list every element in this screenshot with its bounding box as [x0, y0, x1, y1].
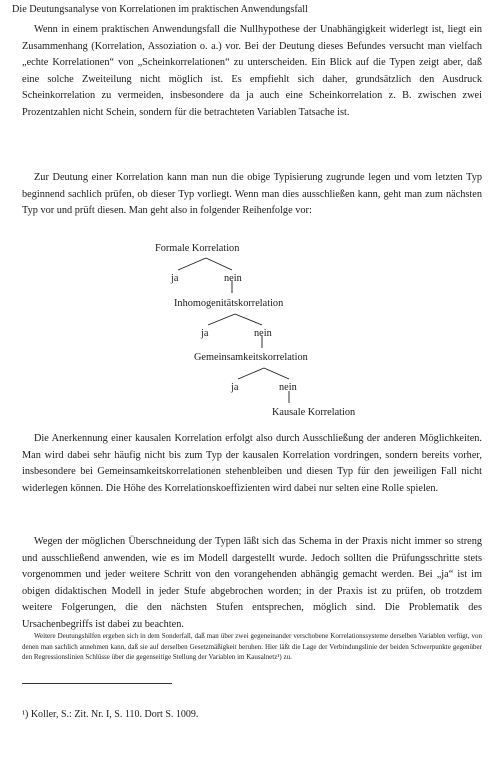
tree-node-commonality: Gemeinsamkeitskorrelation [194, 352, 308, 363]
paragraph-overlap: Wegen der möglichen Überschneidung der Typen läßt sich das Schema in der Praxis nicht immer so streng und ausschließend anwenden, wie es im Modell dargestellt wurde. Jedoch sollten die Prüfungsschritte stets vorgenommen und jeder weitere Schritt von den vorangehenden abhängig gemacht werden. Bei „ja“ ist im obigen didaktischen Modell in jeder Stufe abgebrochen worden; in der Praxis ist zu prüfen, ob trotzdem weitere Folgerungen, die den nächsten Stufen entsprechen, möglich sind. Die Problematik des Ursachenbegriffs ist dabei zu beachten. [22, 536, 482, 630]
small-print-note: Weitere Deutungshilfen ergeben sich in dem Sonderfall, daß man über zwei gegeneinander verschobene Korrelationssysteme derselben Variablen verfügt, von denen man sachlich annehmen kann, daß sie auf derselben Gesetzmäßigkeit beruhen. Hier läßt die Lage der Verbindungslinie der beiden Schwerpunkte gegenüber den Regressionslinien Schlüsse über die gegenseitige Stellung der Variablen im Kausalnetz¹) zu. [22, 632, 482, 662]
footnote: ¹) Koller, S.: Zit. Nr. I, S. 110. Dort S. 1009. [22, 709, 199, 720]
section-heading: Die Deutungsanalyse von Korrelationen im praktischen Anwendungsfall [12, 4, 308, 15]
branch-line [264, 368, 289, 379]
branch-line [238, 368, 264, 379]
tree-node-inhomogeneity: Inhomogenitätskorrelation [174, 298, 284, 309]
paragraph-recognition: Die Anerkennung einer kausalen Korrelation erfolgt also durch Ausschließung der anderen Möglichkeiten. Man wird dabei sehr häufig nicht bis zum Typ der kausalen Korrelation vordringen, sondern bereits vorher, insbesondere bei Gemeinsamkeitskorrelationen stehenbleiben und diesen Typ für den jeweiligen Fall nicht widerlegen können. Die Höhe des Korrelationskoeffizienten wird dabei nur selten eine Rolle spielen. [22, 433, 482, 494]
tree-node-formal: Formale Korrelation [155, 243, 240, 254]
tree-no-label: nein [224, 273, 242, 284]
paragraph-procedure: Zur Deutung einer Korrelation kann man nun die obige Typisierung zugrunde legen und vom letzten Typ beginnend sachlich prüfen, ob dieser Typ vorliegt. Wenn man dies ausschließen kann, geht man zum nächsten Typ vor und prüft diesen. Man geht also in folgender Reihenfolge vor: [22, 172, 482, 217]
paragraph-intro: Wenn in einem praktischen Anwendungsfall die Nullhypothese der Unabhängigkeit widerlegt ist, liegt ein Zusammenhang (Korrelation, Assoziation o. a.) vor. Bei der Deutung dieses Befundes versucht man vielfach „echte Korrelationen“ von „Scheinkorrelationen“ zu unterscheiden. Ein Blick auf die Typen zeigt aber, daß eine solche Zweiteilung nicht möglich ist. Es empfiehlt sich daher, grundsätzlich den Ausdruck Scheinkorrelation zu vermeiden, insbesondere da ja auch eine Scheinkorrelation z. B. zwischen zwei Prozentzahlen nicht Schein, sondern für die betrachteten Variablen Tatsache ist. [22, 24, 482, 118]
branch-line [178, 258, 206, 270]
tree-yes-label: ja [171, 273, 179, 284]
tree-yes-label: ja [201, 328, 209, 339]
tree-yes-label: ja [231, 382, 239, 393]
tree-node-causal: Kausale Korrelation [272, 407, 356, 418]
tree-no-label: nein [279, 382, 297, 393]
footnote-divider [22, 683, 172, 684]
branch-line [206, 258, 232, 270]
branch-line [235, 314, 262, 325]
branch-line [208, 314, 235, 325]
tree-no-label: nein [254, 328, 272, 339]
